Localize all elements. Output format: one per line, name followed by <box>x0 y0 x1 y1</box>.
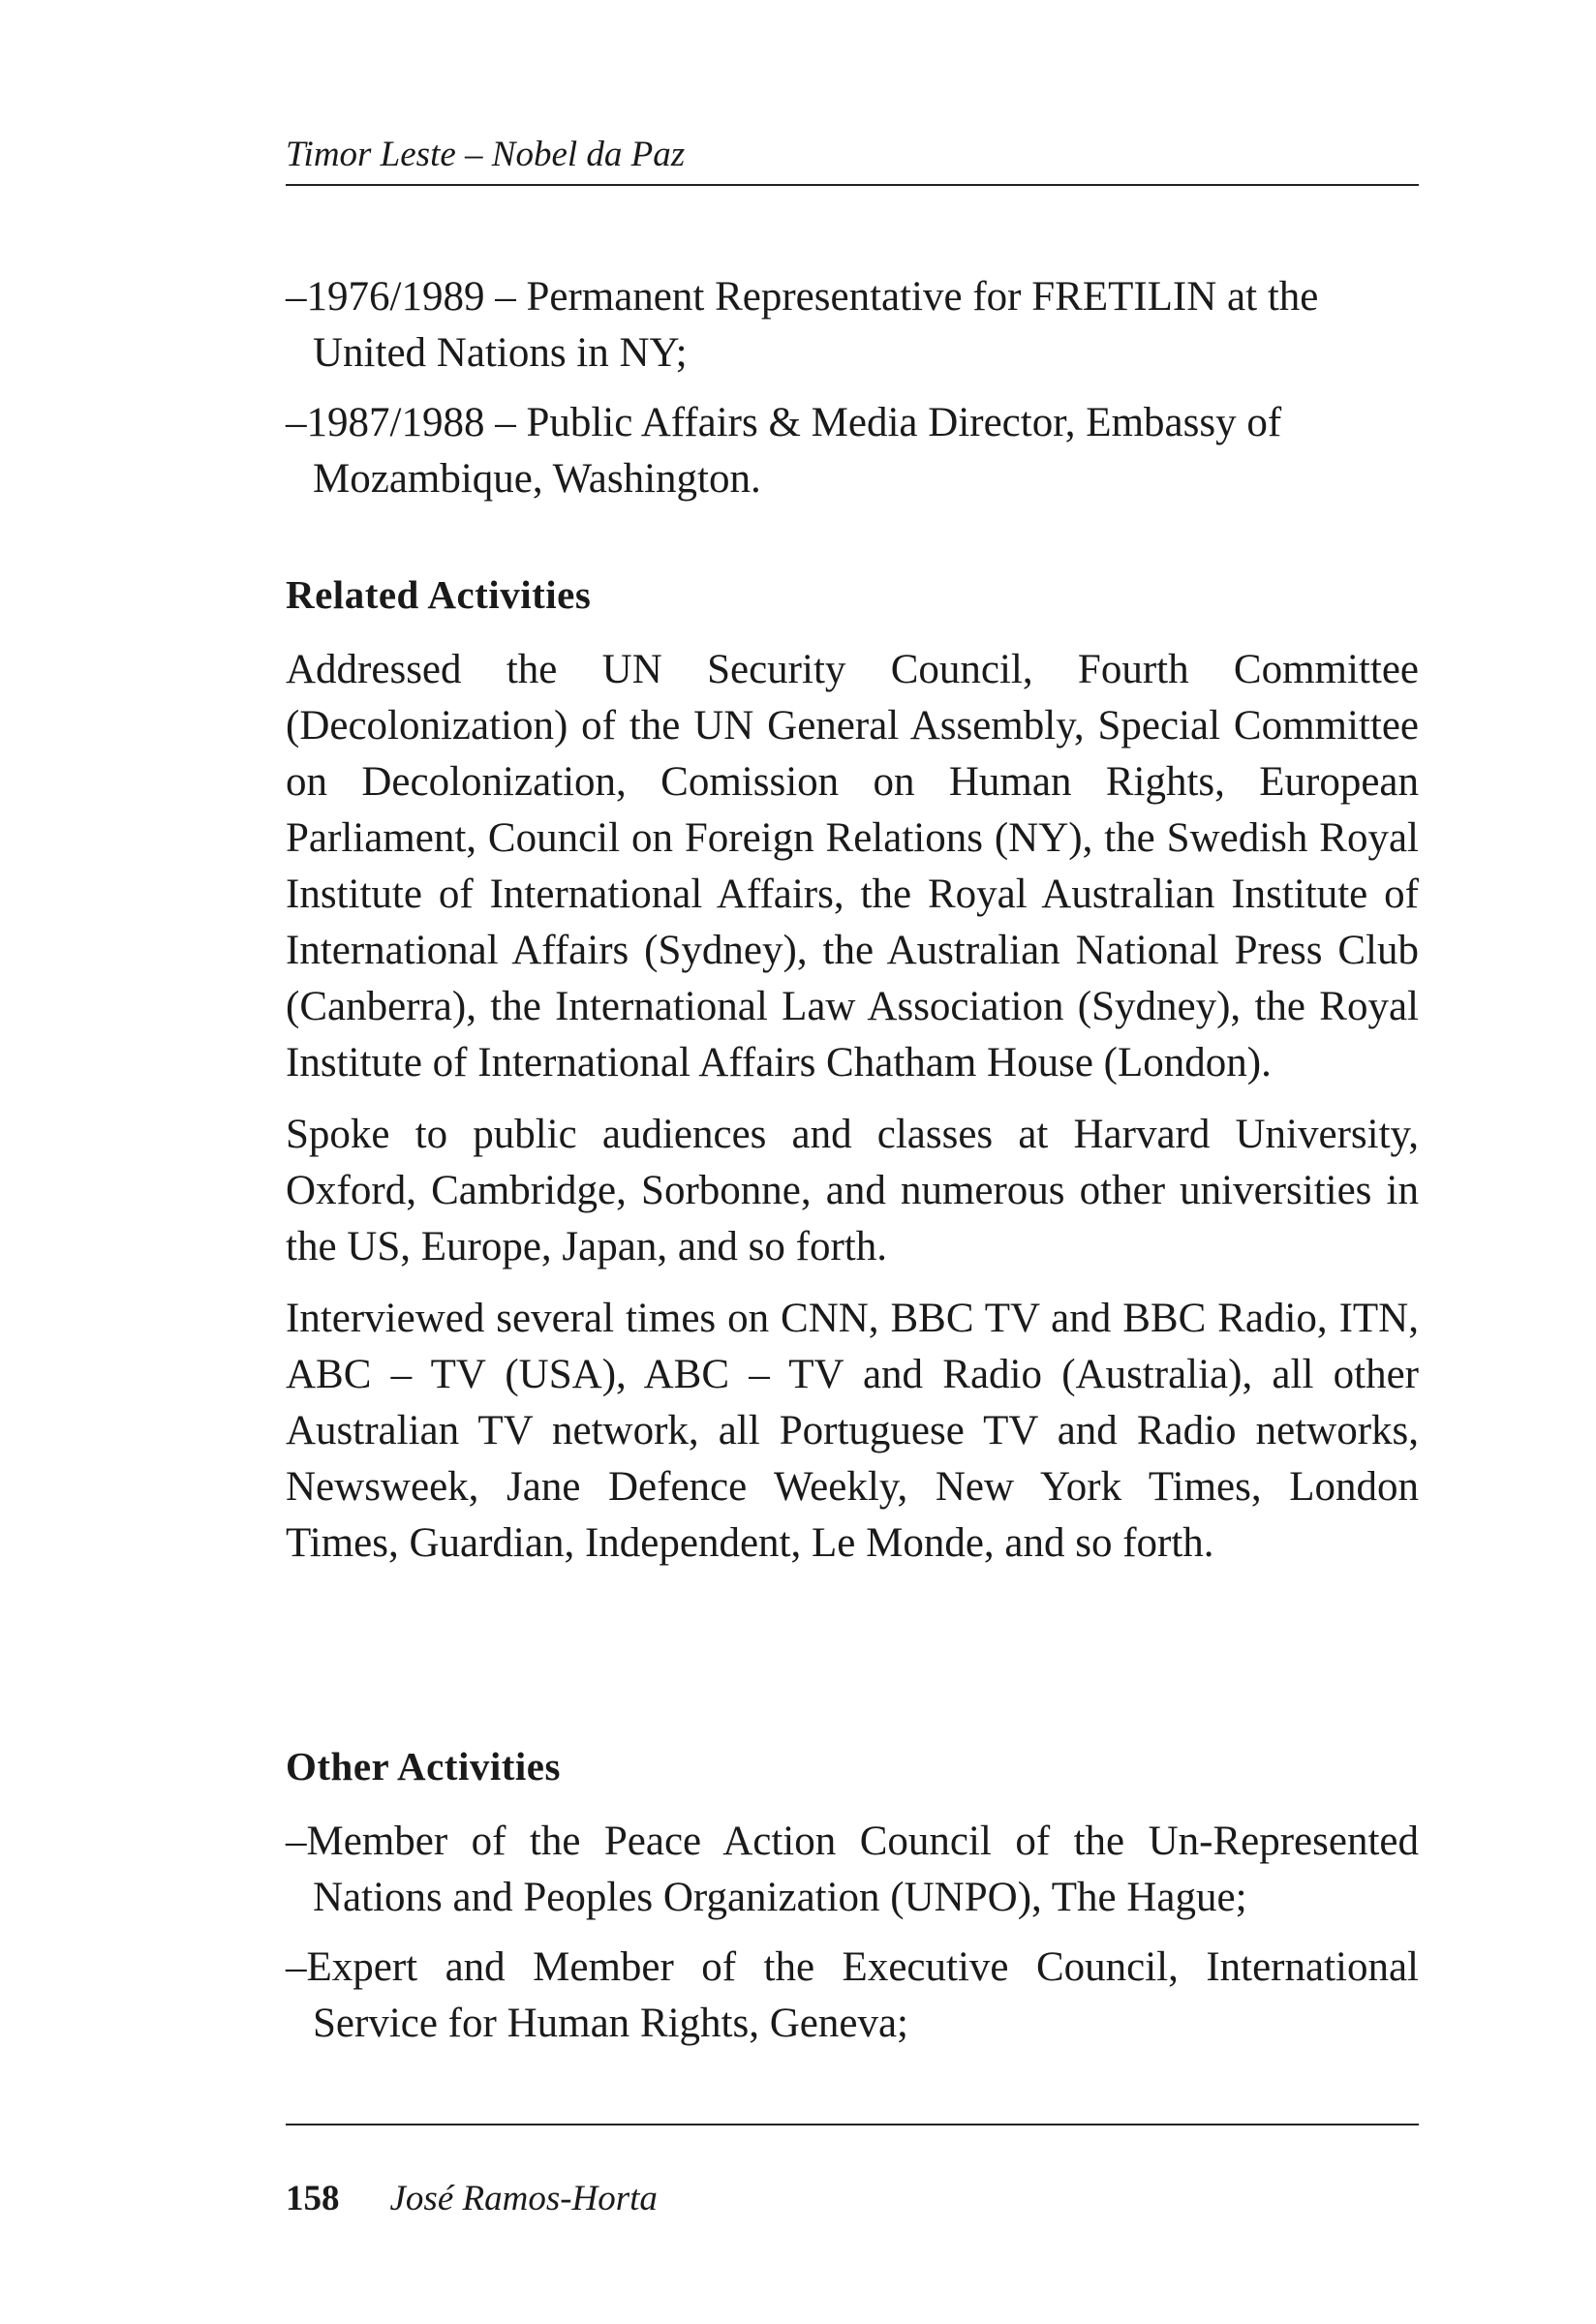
career-item: –1976/1989 – Permanent Representative for FRETILIN at the United Nations in NY; <box>286 274 1319 376</box>
related-activities-body <box>286 642 1419 1572</box>
author-name: José Ramos-Horta <box>389 2179 658 2218</box>
related-paragraph: Addressed the UN Security Council, Fourth Committee (Decolonization) of the UN General Assembly, Special Committee on Decolonization, Comission on Human Rights, European Parliament, Council on Foreign Relations (NY), the Swedish Royal Institute of International Affairs, the Royal Australian Institute of International Affairs (Sydney), the Australian National Press Club (Canberra), the International Law Association (Sydney), the Royal Institute of International Affairs Chatham House (London). <box>286 647 1419 1086</box>
footer-rule <box>286 2124 1419 2125</box>
other-activities-heading: Other Activities <box>286 1744 561 1789</box>
career-list <box>286 269 1419 507</box>
page-footer <box>286 2177 658 2221</box>
other-activities-list <box>286 1814 1419 2052</box>
other-item: –Expert and Member of the Executive Council, International Service for Human Rights, Geneva; <box>286 1944 1419 2046</box>
running-head: Timor Leste – Nobel da Paz <box>286 135 686 174</box>
other-item: –Member of the Peace Action Council of the Un-Represented Nations and Peoples Organization (UNPO), The Hague; <box>286 1819 1419 1920</box>
book-page <box>286 0 1419 2324</box>
related-activities-heading: Related Activities <box>286 572 592 617</box>
related-paragraph: Interviewed several times on CNN, BBC TV and BBC Radio, ITN, ABC – TV (USA), ABC – TV and Radio (Australia), all other Australian TV network, all Portuguese TV and Radio networks, Newsweek, Jane Defence Weekly, New York Times, London Times, Guardian, Independent, Le Monde, and so forth. <box>286 1296 1419 1566</box>
career-item: –1987/1988 – Public Affairs & Media Director, Embassy of Mozambique, Washington. <box>286 400 1282 502</box>
header-rule <box>286 184 1419 186</box>
related-paragraph: Spoke to public audiences and classes at Harvard University, Oxford, Cambridge, Sorbonne, and numerous other universities in the US, Europe, Japan, and so forth. <box>286 1112 1419 1269</box>
page-number: 158 <box>286 2179 340 2218</box>
